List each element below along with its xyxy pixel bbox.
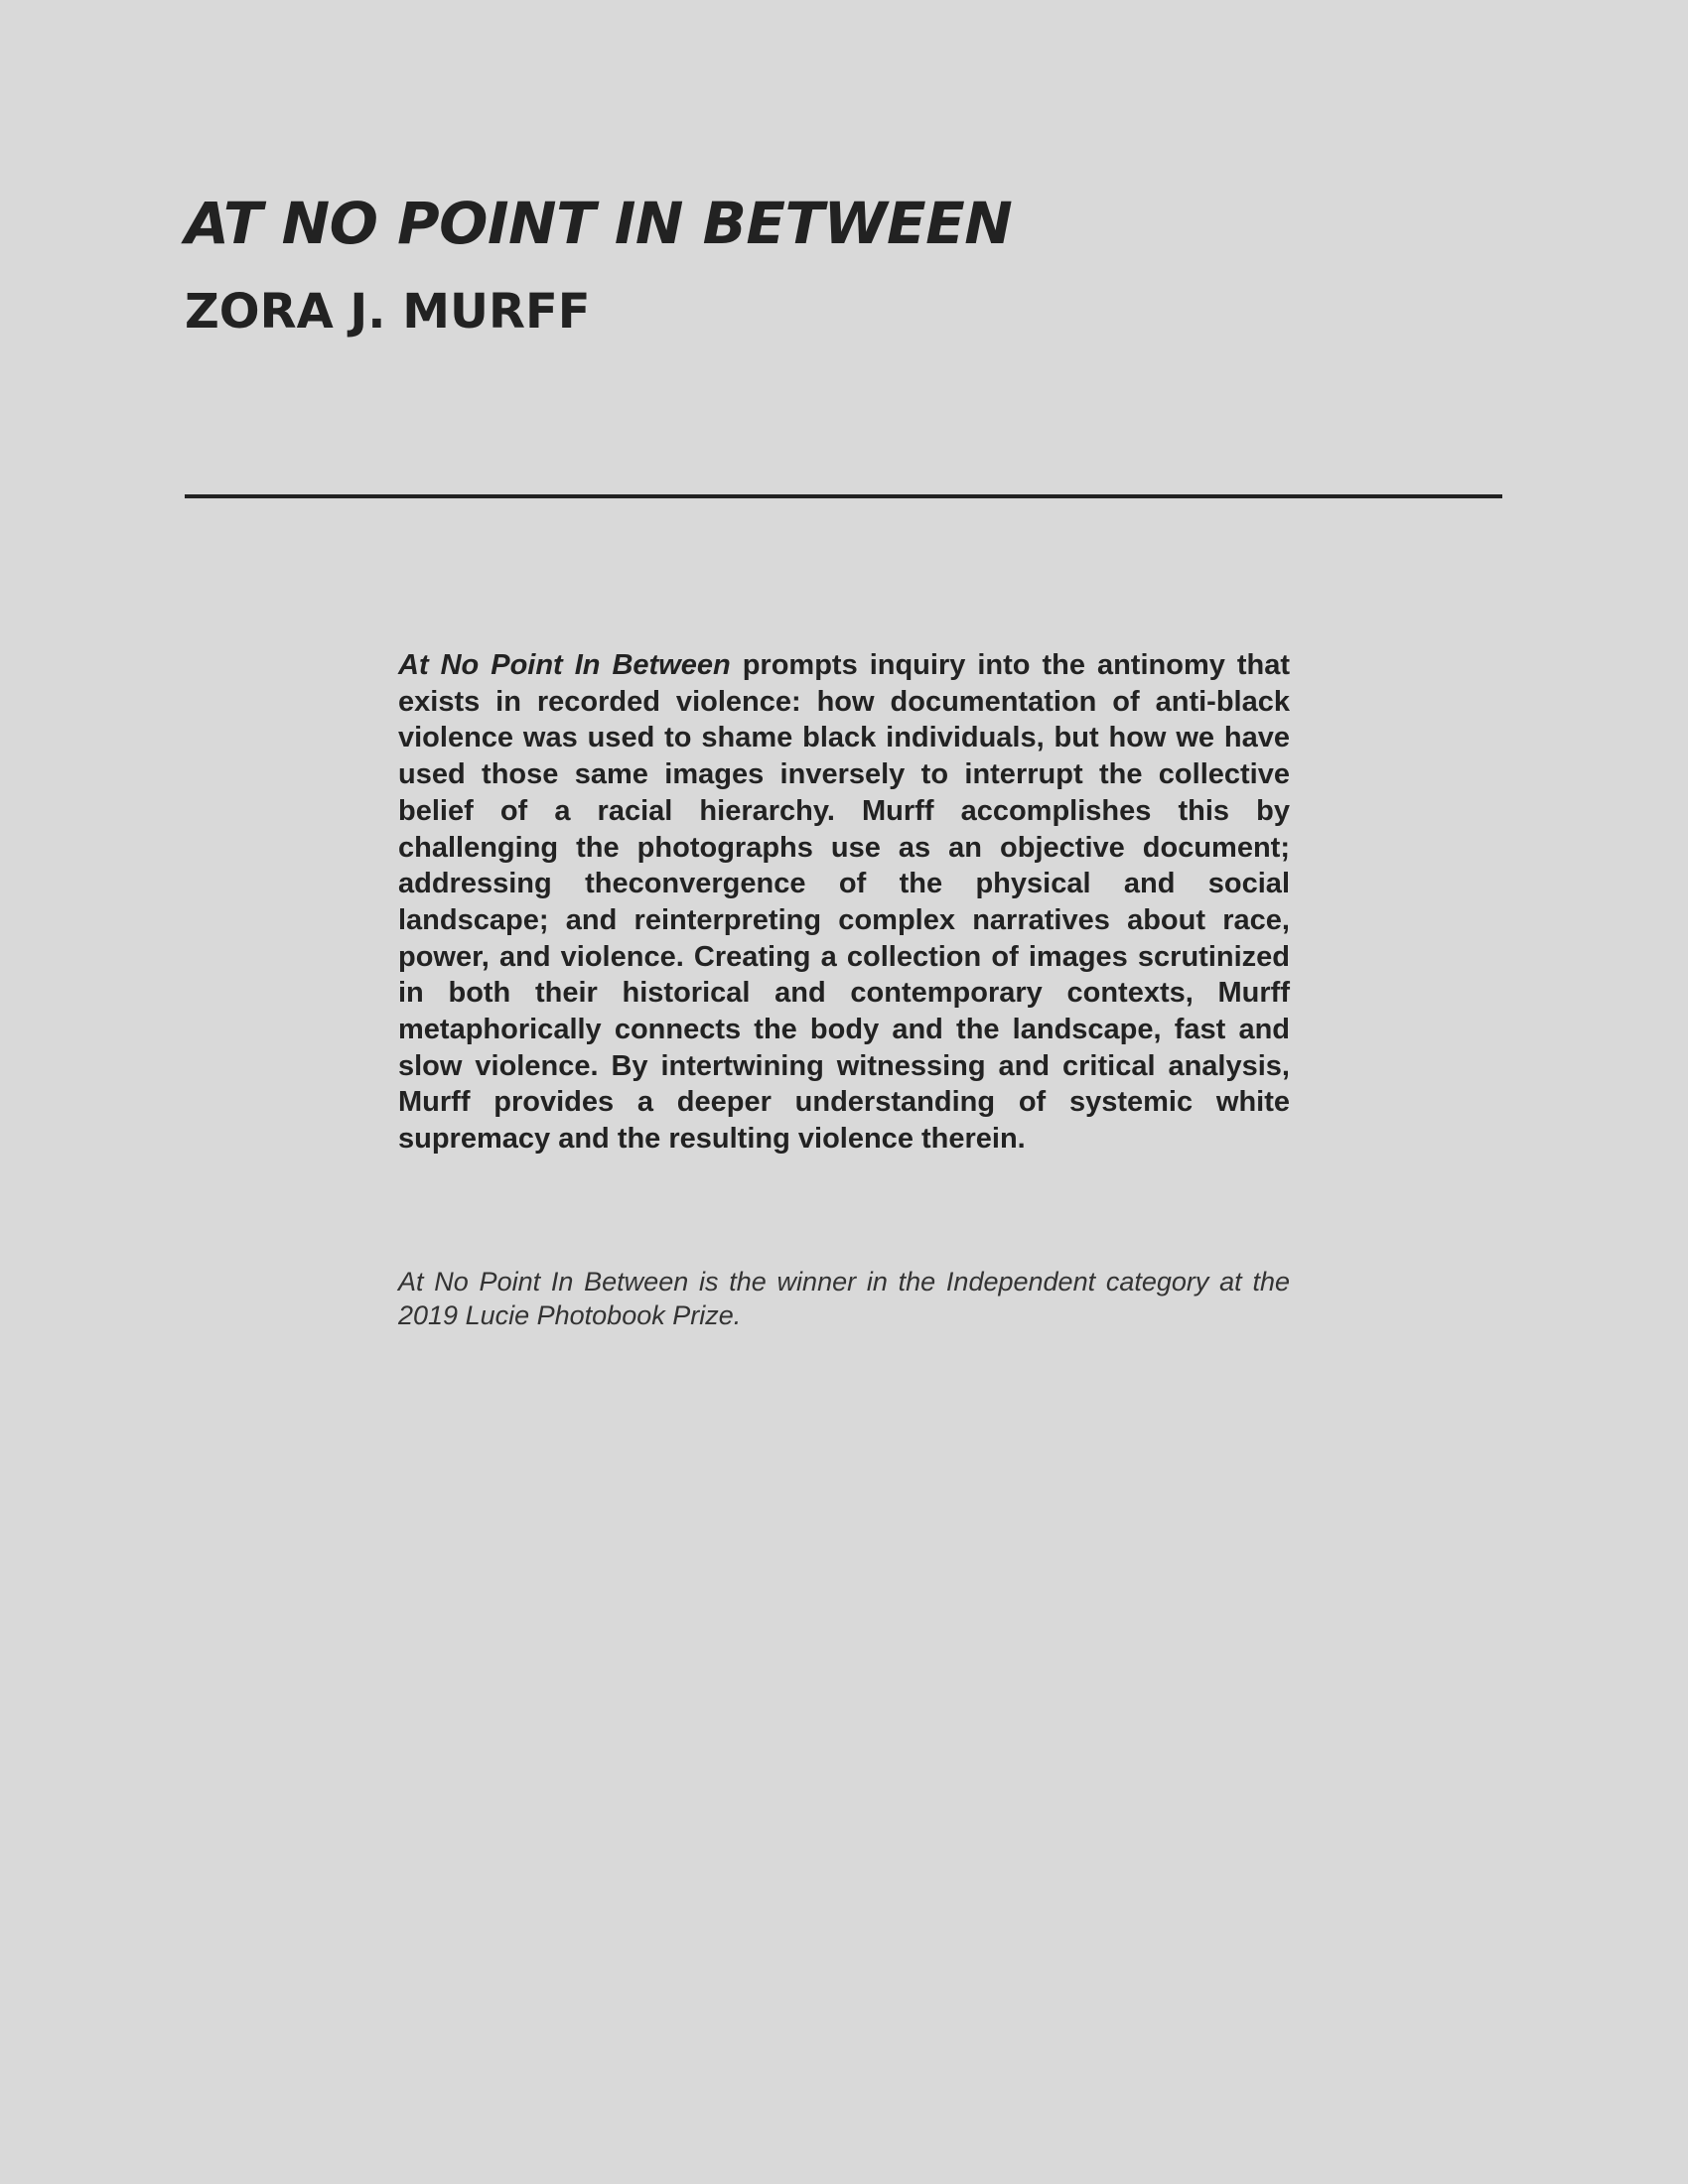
award-note: At No Point In Between is the winner in the Independent category at the 2019 Lucie Photobook Prize.	[398, 1267, 1290, 1330]
page-title: AT NO POINT IN BETWEEN	[185, 190, 1013, 257]
horizontal-divider	[185, 494, 1502, 498]
description-text: prompts inquiry into the antinomy that exists in recorded violence: how documentation of anti-black violence was used to shame black individuals, but how we have used those same images inversely to interrupt the collective belief of a racial hierarchy. Murff accomplishes this by challenging the photographs use as an objective document; addressing theconvergence of the physical and social landscape; and reinterpreting complex narratives about race, power, and violence. Creating a collection of images scrutinized in both their historical and contemporary contexts, Murff metaphorically connects the body and the landscape, fast and slow violence. By intertwining witnessing and critical analysis, Murff provides a deeper understanding of systemic white supremacy and the resulting violence therein.	[398, 649, 1291, 1156]
author-name: ZORA J. MURFF	[185, 284, 591, 340]
book-title-italic: At No Point In Between	[398, 649, 731, 681]
description-paragraph	[398, 647, 1290, 1158]
